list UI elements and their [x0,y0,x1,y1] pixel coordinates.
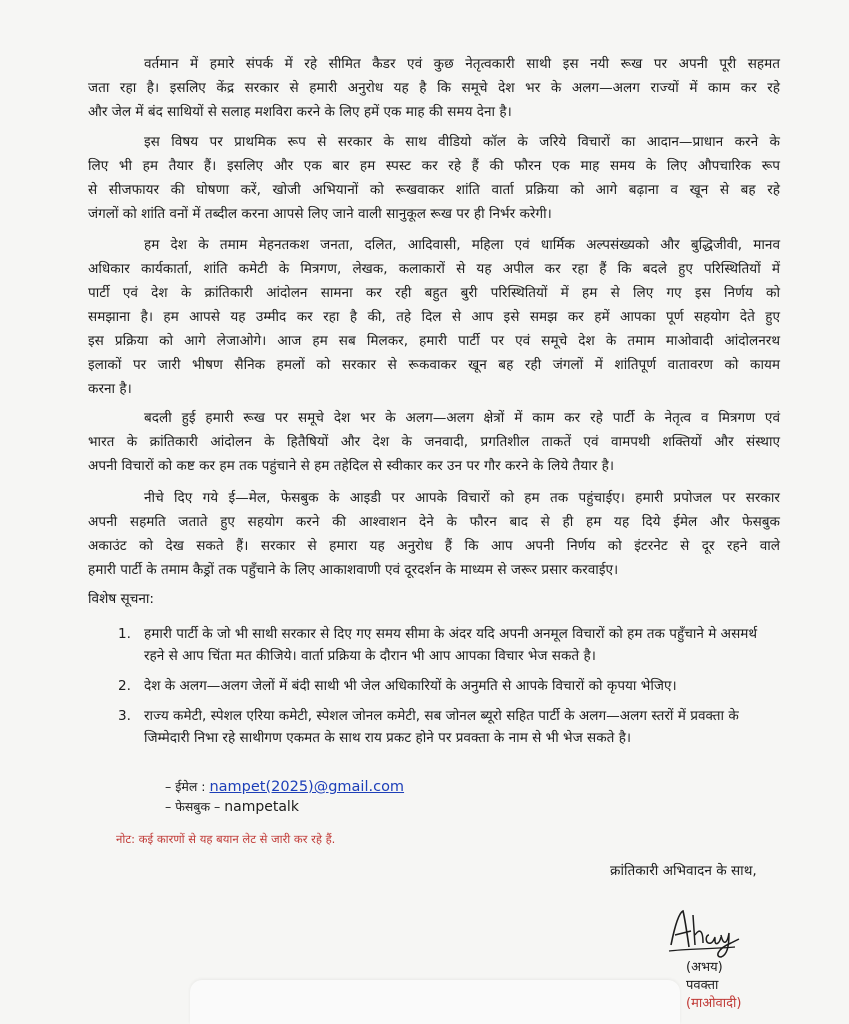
paragraph-line: पार्टी एवं देश के क्रांतिकारी आंदोलन सामना कर रही बहुत बुरी परिस्थितियों में हम से लिए गए इस निर्णय को [88,285,780,301]
paragraph-line: समझाना है। हम आपसे यह उम्मीद कर रहा है की, तहे दिल से आप इसे समझ कर हमें आपका पूर्ण सहयोग देते हुए [88,309,780,325]
paragraph-3 [88,233,780,401]
paragraph-line: अकाउंट को देख सकते हैं। सरकार से हमारा यह अनुरोध हैं कि आप अपनी निर्णय को इंटरनेट से दूर रहने वाले [88,538,780,554]
list-item [118,623,780,667]
list-number: 2. [118,678,131,694]
paragraph-line: इस विषय पर प्राथमिक रूप से सरकार के साथ वीडियो कॉल के जरिये विचारों का आदान—प्राधान करने के [144,134,780,150]
facebook-contact [165,798,299,815]
paragraph-line: अधिकार कार्यकार्ता, शांति कमेटी के मित्रगण, लेखक, कलाकारों से यह अपील कर रहा हैं कि बदले हुए परिस्थितियों में [88,261,780,277]
paragraph-2 [88,130,780,226]
list-text: राज्य कमेटी, स्पेशल एरिया कमेटी, स्पेशल जोनल कमेटी, सब जोनल ब्यूरो सहित पार्टी के अलग—अलग स्तरों में प्रवक्ता के जिम्मेदारी निभा रहे साथीगण एकमत के साथ राय प्रकट होने पर प्रवक्ता के नाम से भी भेज सकते है। [144,708,739,746]
paragraph-line: बदली हुई हमारी रूख पर समूचे देश भर के अलग—अलग क्षेत्रों में काम कर रहे पार्टी के नेतृत्व व मित्रगण एवं [144,410,780,426]
paragraph-line: जंगलों को शांति वनों में तब्दील करना आपसे लिए जाने वाली सानुकूल रूख पर ही निर्भर करेगी। [88,206,552,222]
paragraph-1 [88,52,780,124]
paragraph-line: लिए भी हम तैयार हैं। इसलिए और एक बार हम स्पस्ट कर रहे हैं की फौरन एक माह समय के लिए औपचारिक रूप [88,158,780,174]
signature-image [665,905,745,960]
paragraph-line: से सीजफायर की घोषणा करें, खोजी अभियानों को रूखवाकर शांति वार्ता प्रक्रिया को आगे बढ़ाना व खून से बह रहे [88,182,780,198]
bottom-sheet [190,980,680,1024]
paragraph-line: इलाकों पर जारी भीषण सैनिक हमलों को सरकार से रूकवाकर खून बह रही जंगलों में शांतिपूर्ण वातावरण को कायम [88,357,780,373]
signer-title: पवक्ता [686,978,719,993]
paragraph-5 [88,486,780,582]
email-link[interactable]: nampet(2025)@gmail.com [209,779,405,795]
paragraph-line: वर्तमान में हमारे संपर्क में रहे सीमित कैडर एवं कुछ नेतृत्वकारी साथी इस नयी रूख पर अपनी पूरी सहमत [144,56,780,72]
paragraph-line: नीचे दिए गये ई—मेल, फेसबुक के आइडी पर आपके विचारों को हम तक पहुंचाईए। हमारी प्रपोजल पर सरकार [144,490,780,506]
paragraph-line: हमारी पार्टी के तमाम कैड्रों तक पहुँचाने के लिए आकाशवाणी एवं दूरदर्शन के माध्यम से जरूर प्रसार करवाईए। [88,562,619,578]
paragraph-line: करना है। [88,381,132,397]
special-notice-heading: विशेष सूचना: [88,591,154,607]
paragraph-line: इस प्रक्रिया को आगे लेजाओगे। आज हम सब मिलकर, हमारी पार्टी पर एवं समूचे देश के तमाम माओवादी आंदोलनरथ [88,333,780,349]
signer-block [686,959,741,1013]
list-number: 1. [118,626,131,642]
paragraph-line: और जेल में बंद साथियों से सलाह मशविरा करने के लिए हमें एक माह की समय देना है। [88,104,512,120]
list-item [118,675,780,697]
closing-greeting: क्रांतिकारी अभिवादन के साथ, [610,863,757,879]
paragraph-line: जता रहा है। इसलिए केंद्र सरकार से हमारी अनुरोध यह है कि समूचे देश भर के अलग—अलग राज्यों में काम कर रहे [88,80,780,96]
special-notice-list [118,623,780,757]
paragraph-line: अपनी सहमति जताते हुए सहयोग करने की आश्वाशन देने के फौरन बाद से ही हम यह दिये ईमेल और फेसबुक [88,514,780,530]
facebook-label: – फेसबुक – [165,799,221,814]
paragraph-line: अपनी विचारों को कष्ट कर हम तक पहुंचाने से हम तहेदिल से स्वीकार कर उन पर गौर करने के लिये तैयार है। [88,458,614,474]
list-text: हमारी पार्टी के जो भी साथी सरकार से दिए गए समय सीमा के अंदर यदि अपनी अनमूल विचारों को हम तक पहुँचाने मे असमर्थ रहने से आप चिंता मत कीजिये। वार्ता प्रक्रिया के दौरान भी आप आपका विचार भेज सकते है। [144,626,758,664]
paragraph-4 [88,406,780,478]
list-item [118,705,780,749]
email-contact [165,778,404,795]
list-number: 3. [118,708,131,724]
facebook-id: nampetalk [224,799,299,815]
delay-note: नोट: कई कारणों से यह बयान लेट से जारी कर रहे हैं. [116,832,336,846]
paragraph-line: हम देश के तमाम मेहनतकश जनता, दलित, आदिवासी, महिला एवं धार्मिक अल्पसंख्यको और बुद्धिजीवी, मानव [144,237,780,253]
party-name: (माओवादी) [686,996,742,1011]
email-label: – ईमेल : [165,779,206,794]
list-text: देश के अलग—अलग जेलों में बंदी साथी भी जेल अधिकारियों के अनुमति से आपके विचारों को कृपया भेजिए। [144,678,677,694]
signer-name: (अभय) [686,960,723,975]
paragraph-line: भारत के क्रांतिकारी आंदोलन के हितैषियों और देश के जनवादी, प्रगतिशील ताकतें एवं वामपथी शक्तियों और संस्थाए [88,434,780,450]
